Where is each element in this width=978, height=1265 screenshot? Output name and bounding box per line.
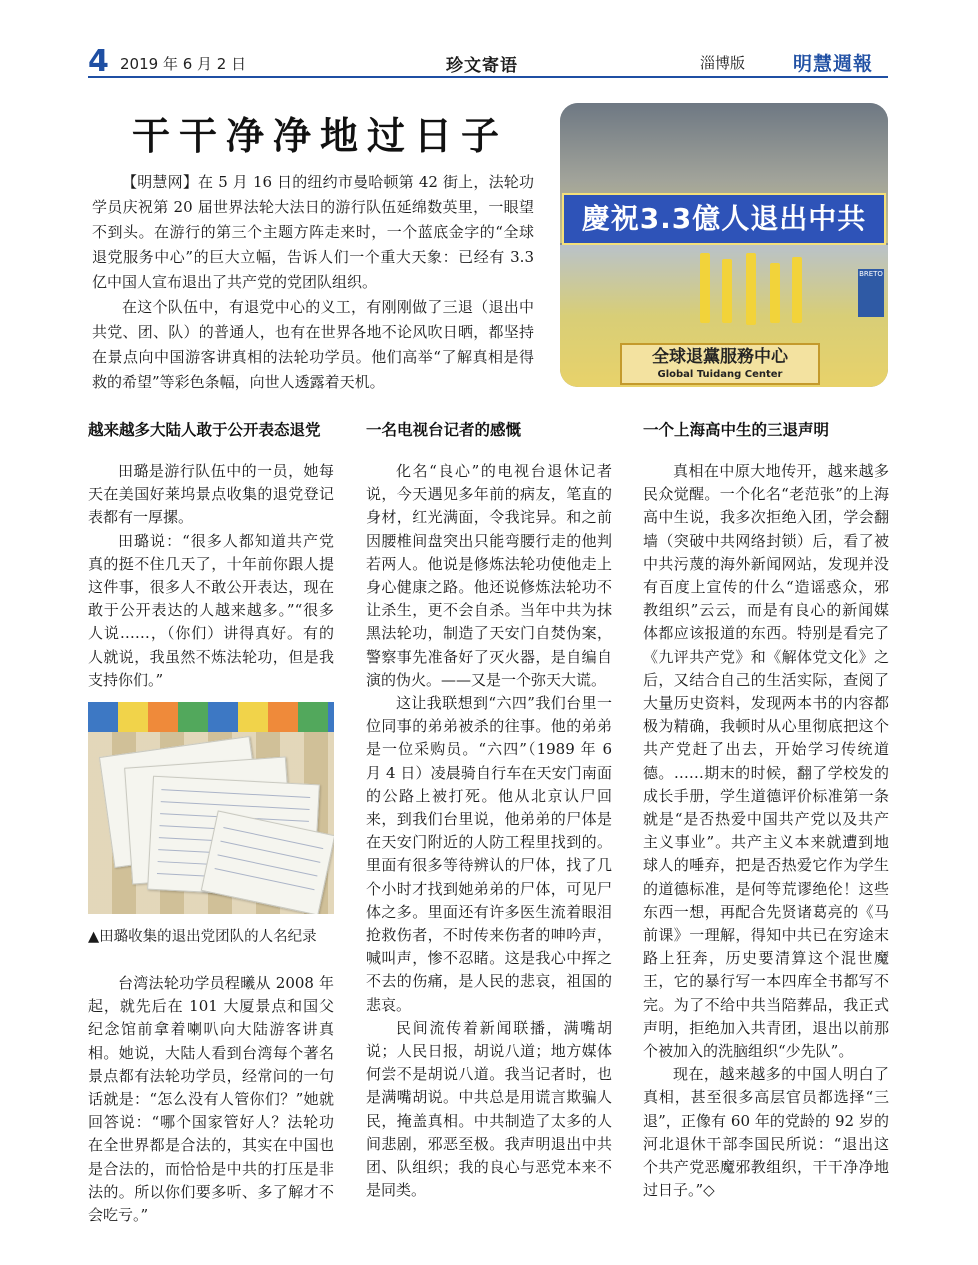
column-heading: 越来越多大陆人敢于公开表态退党 xyxy=(88,421,321,439)
issue-date: 2019 年 6 月 2 日 xyxy=(120,55,247,73)
yellow-flag xyxy=(792,257,802,323)
paragraph: 台湾法轮功学员程曦从 2008 年起，就先后在 101 大厦景点和国父纪念馆前拿着喇叭向大陆游客讲真相。她说，大陆人看到台湾每个著名景点都有法轮功学员，经常问的一句话就是：“怎么没有人管你们？”她就回答说：“哪个国家管好人？法轮功在全世界都是合法的，其实在中国也是合法的，而恰恰是中共的打压是非法的。所以你们要多听、多了解才不会吃亏。” xyxy=(88,974,334,1225)
paragraph: 真相在中原大地传开，越来越多民众觉醒。一个化名“老范张”的上海高中生说，我多次拒绝入团，学会翻墙（突破中共网络封锁）后，看了被中共污蔑的海外新闻网站，发现并没有百度上宣传的什么“造谣惑众，邪教组织”云云，而是有良心的新闻媒体都应该报道的东西。特别是看完了《九评共产党》和《解体党文化》之后，又结合自己的生活实际，查阅了大量历史资料，发现两本书的内容都极为精确，我顿时从心里彻底把这个共产党赶了出去，开始学习传统道德。……期末的时候，翻了学校发的成长手册，学生道德评价标准第一条就是“是否热爱中国共产党以及共产主义事业”。共产主义本来就遭到地球人的唾弃，把是否热爱它作为学生的道德标准，是何等荒谬绝伦！这些东西一想，再配合先贤诸葛亮的《马前课》一理解，得知中共已在穷途末路上狂奔，历史要清算这个混世魔王，它的暴行写一本四库全书都写不完。为了不给中共当陪葬品，我正式声明，拒绝加入共青团，退出以前那个被加入的洗脑组织“少先队”。 xyxy=(643,462,889,1061)
street-sign: BRETO xyxy=(858,269,884,317)
paragraph: 现在，越来越多的中国人明白了真相，甚至很多高层官员都选择“三退”，正像有 60 年的党龄的 92 岁的河北退休干部李国民所说：“退出这个共产党恶魔邪教组织，干干净净地过日子。”◇ xyxy=(643,1065,889,1200)
photo-caption: ▲田璐收集的退出党团队的人名纪录 xyxy=(88,929,317,945)
edition-name: 淄博版 xyxy=(700,54,746,72)
celebration-banner: 慶祝3.3億人退出中共 xyxy=(562,193,886,245)
column-body xyxy=(366,460,612,1203)
column-body xyxy=(88,460,334,692)
page-number: 4 xyxy=(88,44,109,79)
column-heading: 一名电视台记者的感慨 xyxy=(366,421,522,439)
paragraph: 这让我联想到“六四”我们台里一位同事的弟弟被杀的往事。他的弟弟是一位采购员。“六四”（1989 年 6 月 4 日）凌晨骑自行车在天安门南面的公路上被打死。他从北京认尸回来，到我们台里说，他弟弟的尸体是在天安门附近的人防工程里找到的。里面有很多等待辨认的尸体，找了几个小时才找到她弟弟的尸体，可见尸体之多。里面还有许多医生流着眼泪抢救伤者，不时传来伤者的呻吟声，喊叫声，惨不忍睹。这是我心中挥之不去的伤痛，是人民的悲哀，祖国的悲哀。 xyxy=(366,694,612,1014)
intro-paragraph: 【明慧网】在 5 月 16 日的纽约市曼哈顿第 42 街上，法轮功学员庆祝第 20 届世界法轮大法日的游行队伍延绵数英里，一眼望不到头。在游行的第三个主题方阵走来时，一个蓝底金字的“全球退党服务中心”的巨大立幅，告诉人们一个重大天象：已经有 3.3 亿中国人宣布退出了共产党的党团队组织。 xyxy=(92,173,534,291)
yellow-flag xyxy=(746,253,756,325)
yellow-flag xyxy=(770,263,780,323)
column-3 xyxy=(643,418,889,1203)
article-title: 干干净净地过日子 xyxy=(132,113,509,158)
section-name: 珍文寄语 xyxy=(446,56,518,76)
yellow-flag xyxy=(700,253,710,323)
column-2 xyxy=(366,418,612,1203)
masthead-logo: 明慧週報 xyxy=(793,53,874,75)
parade-photo xyxy=(560,103,888,387)
yellow-flag xyxy=(722,259,732,323)
paragraph: 田璐是游行队伍中的一员，她每天在美国好莱坞景点收集的退党登记表都有一厚摞。 xyxy=(88,462,334,527)
paragraph: 民间流传着新闻联播，满嘴胡说；人民日报，胡说八道；地方媒体何尝不是胡说八道。我当记者时，也是满嘴胡说。中共总是用谎言欺骗人民，掩盖真相。中共制造了太多的人间悲剧，邪恶至极。我声明退出中共团、队组织；我的良心与恶党本来不是同类。 xyxy=(366,1018,612,1200)
paragraph: 化名“良心”的电视台退休记者说，今天遇见多年前的病友，笔直的身材，红光满面，令我诧异。和之前因腰椎间盘突出只能弯腰行走的他判若两人。他说是修炼法轮功使他走上身心健康之路。他还说修炼法轮功不让杀生，更不会自杀。当年中共为抹黑法轮功，制造了天安门自焚伪案，警察事先准备好了灭火器，是自编自演的伪火。——又是一个弥天大谎。 xyxy=(366,462,612,689)
tuidang-center-banner xyxy=(620,343,820,385)
page-header xyxy=(88,44,888,79)
photo-mat xyxy=(88,702,334,732)
column-1-continued xyxy=(88,972,334,1227)
paragraph: 田璐说：“很多人都知道共产党真的挺不住几天了，十年前你跟人提这件事，很多人不敢公开表达，现在敢于公开表达的人越来越多。”“很多人说……，（你们）讲得真好。有的人就说，我虽然不炼法轮功，但是我支持你们。” xyxy=(88,531,334,689)
header-divider xyxy=(88,76,888,78)
intro-paragraph: 在这个队伍中，有退党中心的义工，有刚刚做了三退（退出中共党、团、队）的普通人，也有在世界各地不论风吹日晒，都坚持在景点向中国游客讲真相的法轮功学员。他们高举“了解真相是得救的希望”等彩色条幅，向世人透露着天机。 xyxy=(92,298,534,391)
banner-chinese-text: 全球退黨服務中心 xyxy=(652,347,788,367)
column-body xyxy=(643,460,889,1203)
column-1 xyxy=(88,418,334,692)
signature-sheets-photo xyxy=(88,702,334,914)
column-heading: 一个上海高中生的三退声明 xyxy=(643,421,830,439)
intro-text xyxy=(92,170,534,395)
banner-english-text: Global Tuidang Center xyxy=(657,369,783,380)
